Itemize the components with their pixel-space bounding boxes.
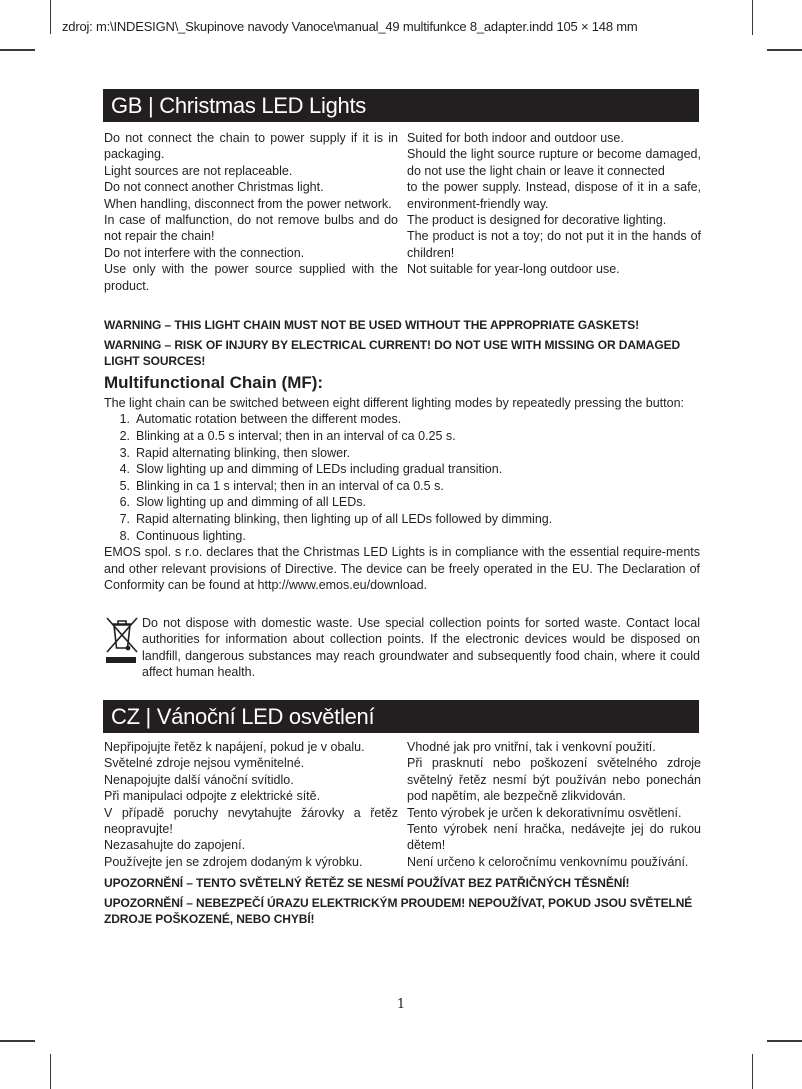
gb-instruction: Do not interfere with the connection. xyxy=(104,245,305,260)
mode-item: 4. Slow lighting up and dimming of LEDs including gradual transition. xyxy=(119,462,503,477)
crop-mark-top-right-vertical xyxy=(752,0,753,35)
weee-text: Do not dispose with domestic waste. Use special collection points for sorted waste. Contact local authorities for information about collection points. If the electronic devices would be disposed on landfill, dangerous substances may reach groundwater and subsequently food chain, where it could affect human health. xyxy=(142,616,700,680)
gb-instruction: The product is designed for decorative lighting. xyxy=(407,213,667,228)
cz-instruction: Vhodné jak pro vnitřní, tak i venkovní použití. xyxy=(407,740,656,754)
gb-instruction: Suited for both indoor and outdoor use. xyxy=(407,131,624,145)
cz-instruction: Není určeno k celoročnímu venkovnímu používání. xyxy=(407,854,689,869)
cz-instruction: Nenapojujte další vánoční svítidlo. xyxy=(104,772,294,787)
mf-intro: The light chain can be switched between eight different lighting modes by repeatedly pressing the button: xyxy=(104,396,684,410)
crop-mark-top-left-horizontal xyxy=(0,49,35,51)
gb-instruction: to the power supply. Instead, dispose of it in a safe, environment-friendly way. xyxy=(407,180,701,211)
crop-mark-top-right-horizontal xyxy=(767,49,802,51)
gb-left-column xyxy=(104,130,398,294)
cz-instruction: Nepřipojujte řetěz k napájení, pokud je v obalu. xyxy=(104,740,365,754)
cz-warning-gaskets: UPOZORNĚNÍ – TENTO SVĚTELNÝ ŘETĚZ SE NESMÍ POUŽÍVAT BEZ PATŘIČNÝCH TĚSNĚNÍ! xyxy=(104,876,630,890)
gb-right-column xyxy=(407,130,701,278)
cz-instruction: V případě poruchy nevytahujte žárovky a řetěz neopravujte! xyxy=(104,805,398,837)
crop-mark-bottom-right-horizontal xyxy=(767,1040,802,1042)
crop-mark-top-left-vertical xyxy=(50,0,51,34)
mode-item: 7. Rapid alternating blinking, then lighting up of all LEDs followed by dimming. xyxy=(119,511,553,526)
page-number: 1 xyxy=(396,997,406,1012)
cz-instruction: Nezasahujte do zapojení. xyxy=(104,838,246,853)
gb-instruction: In case of malfunction, do not remove bulbs and do not repair the chain! xyxy=(104,213,398,244)
gb-instruction: The product is not a toy; do not put it in the hands of children! xyxy=(407,229,701,260)
crossed-bin-icon xyxy=(104,615,140,665)
gb-instruction: Not suitable for year-long outdoor use. xyxy=(407,262,620,277)
section-title-gb: GB | Christmas LED Lights xyxy=(103,89,699,122)
cz-instruction: Tento výrobek není hračka, nedávejte jej do rukou dětem! xyxy=(407,822,701,853)
cz-right-column xyxy=(407,739,701,870)
gb-warnings xyxy=(104,317,700,369)
gb-instruction: Use only with the power source supplied with the product. xyxy=(104,262,398,293)
cz-instruction: Světelné zdroje nejsou vyměnitelné. xyxy=(104,756,305,771)
source-file-slug: zdroj: m:\INDESIGN\_Skupinove navody Vanoce\manual_49 multifunkce 8_adapter.indd 105 × 148 mm xyxy=(62,19,638,34)
cz-warning-electrical: UPOZORNĚNÍ – NEBEZPEČÍ ÚRAZU ELEKTRICKÝM PROUDEM! NEPOUŽÍVAT, POKUD JSOU SVĚTELNÉ ZDROJE POŠKOZENÉ, NEBO CHYBÍ! xyxy=(104,896,693,926)
crop-mark-bottom-left-horizontal xyxy=(0,1040,35,1042)
gb-warning-electrical: WARNING – RISK OF INJURY BY ELECTRICAL CURRENT! DO NOT USE WITH MISSING OR DAMAGED LIGHT SOURCES! xyxy=(104,338,681,368)
crop-mark-bottom-left-vertical xyxy=(50,1054,51,1089)
declaration-of-conformity: EMOS spol. s r.o. declares that the Christmas LED Lights is in compliance with the essential require-ments and other relevant provisions of Directive. The device can be freely operated in the EU. The Declaration of Conformity can be found at http://www.emos.eu/download. xyxy=(104,545,700,592)
mf-section xyxy=(104,395,700,593)
cz-left-column xyxy=(104,739,398,870)
cz-instruction: Při manipulaci odpojte z elektrické sítě. xyxy=(104,789,321,804)
mode-item: 2. Blinking at a 0.5 s interval; then in an interval of ca 0.25 s. xyxy=(119,429,456,443)
gb-instruction: Light sources are not replaceable. xyxy=(104,163,293,178)
gb-instruction: Do not connect the chain to power supply if it is in packaging. xyxy=(104,131,398,162)
mode-item: 8. Continuous lighting. xyxy=(119,528,246,543)
mode-item: 3. Rapid alternating blinking, then slower. xyxy=(119,445,351,460)
weee-disposal-notice xyxy=(104,615,700,681)
gb-instruction: When handling, disconnect from the power network. xyxy=(104,196,392,211)
gb-instruction: Do not connect another Christmas light. xyxy=(104,180,324,195)
gb-instruction: Should the light source rupture or become damaged, do not use the light chain or leave it connected xyxy=(407,147,701,178)
cz-warnings xyxy=(104,875,700,927)
crop-mark-bottom-right-vertical xyxy=(752,1054,753,1089)
mode-list xyxy=(104,411,700,544)
mode-item: 5. Blinking in ca 1 s interval; then in an interval of ca 0.5 s. xyxy=(119,478,444,493)
cz-instruction: Tento výrobek je určen k dekorativnímu osvětlení. xyxy=(407,805,682,820)
mode-item: 1. Automatic rotation between the different modes. xyxy=(119,412,402,427)
section-title-cz: CZ | Vánoční LED osvětlení xyxy=(103,700,699,733)
cz-instruction: Používejte jen se zdrojem dodaným k výrobku. xyxy=(104,854,363,869)
cz-instruction: Při prasknutí nebo poškození světelného zdroje světelný řetěz nesmí být používán nebo ponechán pod napětím, ale bezpečně zlikvidován. xyxy=(407,756,701,804)
mode-item: 6. Slow lighting up and dimming of all LEDs. xyxy=(119,495,366,510)
gb-warning-gaskets: WARNING – THIS LIGHT CHAIN MUST NOT BE USED WITHOUT THE APPROPRIATE GASKETS! xyxy=(104,318,640,332)
mf-heading: Multifunctional Chain (MF): xyxy=(104,373,324,392)
